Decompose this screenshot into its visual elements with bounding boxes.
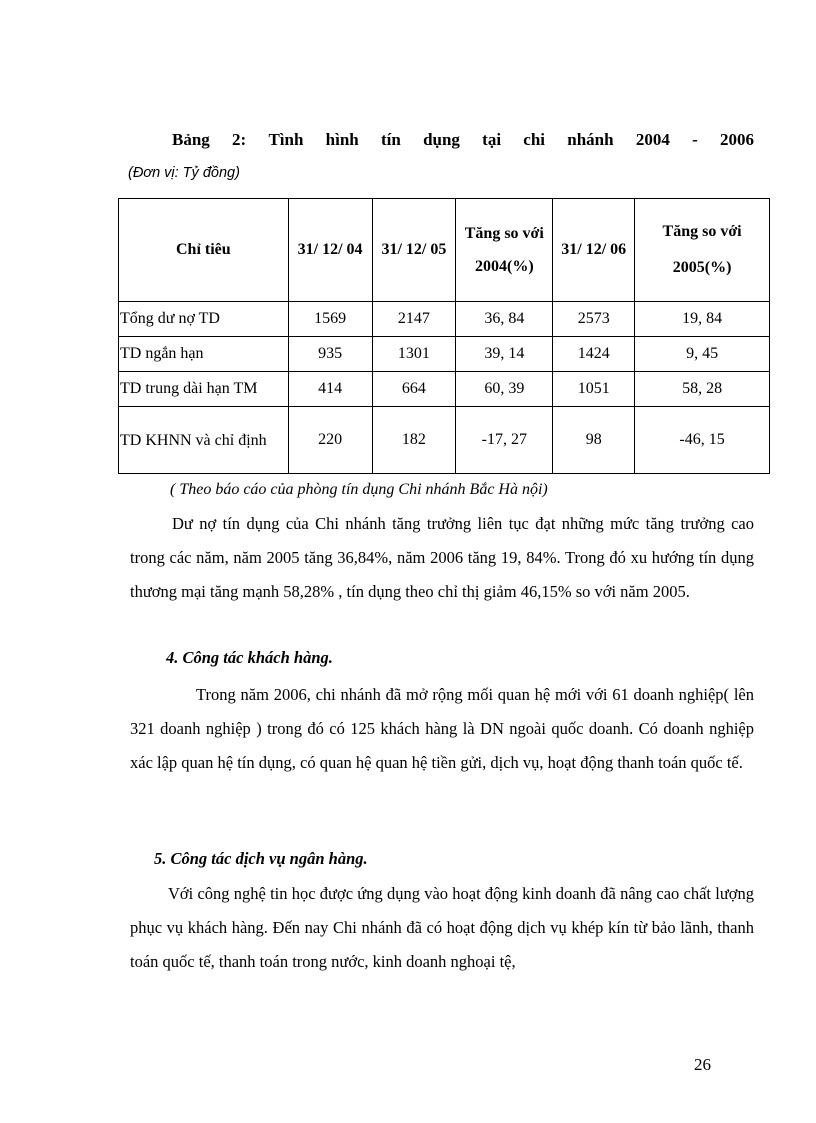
cell-2004: 220 [288, 407, 372, 474]
cell-2005: 182 [372, 407, 456, 474]
header-indicator: Chỉ tiêu [119, 199, 289, 302]
cell-2006: 2573 [553, 302, 635, 337]
caption-word: - [692, 130, 698, 149]
caption-word: 2004 [635, 130, 670, 149]
cell-2006: 1051 [553, 372, 635, 407]
caption-word: nhánh [567, 130, 614, 149]
table-unit: (Đơn vị: Tỷ đồng) [128, 165, 240, 181]
cell-growth-2005: 9, 45 [635, 337, 770, 372]
table-caption [172, 130, 754, 150]
header-2004: 31/ 12/ 04 [288, 199, 372, 302]
header-growth-2005: Tăng so với 2005(%) [635, 199, 770, 302]
caption-word: tín [380, 130, 401, 149]
cell-growth-2004: 60, 39 [456, 372, 553, 407]
row-label: TD KHNN và chỉ định [119, 407, 289, 474]
cell-growth-2004: 36, 84 [456, 302, 553, 337]
table-row [119, 302, 770, 337]
caption-word: tại [482, 130, 502, 149]
row-label: TD trung dài hạn TM [119, 372, 289, 407]
page-number: 26 [694, 1055, 711, 1074]
caption-word: 2006 [719, 130, 754, 149]
header-2005: 31/ 12/ 05 [372, 199, 456, 302]
header-growth-2004: Tăng so với 2004(%) [456, 199, 553, 302]
row-label: TD ngắn hạn [119, 337, 289, 372]
cell-growth-2004: 39, 14 [456, 337, 553, 372]
cell-growth-2005: 58, 28 [635, 372, 770, 407]
cell-2004: 1569 [288, 302, 372, 337]
table-source: ( Theo báo cáo của phòng tín dụng Chi nhánh Bắc Hà nội) [170, 481, 548, 498]
cell-growth-2004: -17, 27 [456, 407, 553, 474]
paragraph-services: Với công nghệ tin học được ứng dụng vào hoạt động kinh doanh đã nâng cao chất lượng phục vụ khách hàng. Đến nay Chi nhánh đã có hoạt động dịch vụ khép kín từ bảo lãnh, thanh toán quốc tế, thanh toán trong nước, kinh doanh nghoại tệ, [130, 884, 754, 971]
cell-2004: 414 [288, 372, 372, 407]
caption-word: Tình [268, 130, 304, 149]
credit-table [118, 198, 770, 474]
caption-word: chi [523, 130, 546, 149]
paragraph-customers: Trong năm 2006, chi nhánh đã mở rộng mối quan hệ mới với 61 doanh nghiệp( lên 321 doanh nghiệp ) trong đó có 125 khách hàng là DN ngoài quốc doanh. Có doanh nghiệp xác lập quan hệ tín dụng, có quan hệ quan hệ tiền gửi, dịch vụ, hoạt động thanh toán quốc tế. [130, 685, 754, 772]
paragraph-credit-growth: Dư nợ tín dụng của Chi nhánh tăng trưởng liên tục đạt những mức tăng trưởng cao trong các năm, năm 2005 tăng 36,84%, năm 2006 tăng 19, 84%. Trong đó xu hướng tín dụng thương mại tăng mạnh 58,28% , tín dụng theo chỉ thị giảm 46,15% so với năm 2005. [130, 514, 754, 601]
table-header-row [119, 199, 770, 302]
caption-word: dụng [423, 130, 460, 149]
cell-2006: 1424 [553, 337, 635, 372]
cell-growth-2005: 19, 84 [635, 302, 770, 337]
table-row [119, 337, 770, 372]
heading-services: 5. Công tác dịch vụ ngân hàng. [154, 849, 368, 868]
cell-2005: 1301 [372, 337, 456, 372]
cell-2005: 2147 [372, 302, 456, 337]
header-2006: 31/ 12/ 06 [553, 199, 635, 302]
row-label: Tổng dư nợ TD [119, 302, 289, 337]
cell-2004: 935 [288, 337, 372, 372]
caption-word: Bảng [172, 130, 210, 149]
heading-customers: 4. Công tác khách hàng. [166, 648, 333, 667]
table-row [119, 407, 770, 474]
cell-2005: 664 [372, 372, 456, 407]
table-row [119, 372, 770, 407]
cell-2006: 98 [553, 407, 635, 474]
caption-word: hình [325, 130, 359, 149]
cell-growth-2005: -46, 15 [635, 407, 770, 474]
caption-word: 2: [232, 130, 247, 149]
